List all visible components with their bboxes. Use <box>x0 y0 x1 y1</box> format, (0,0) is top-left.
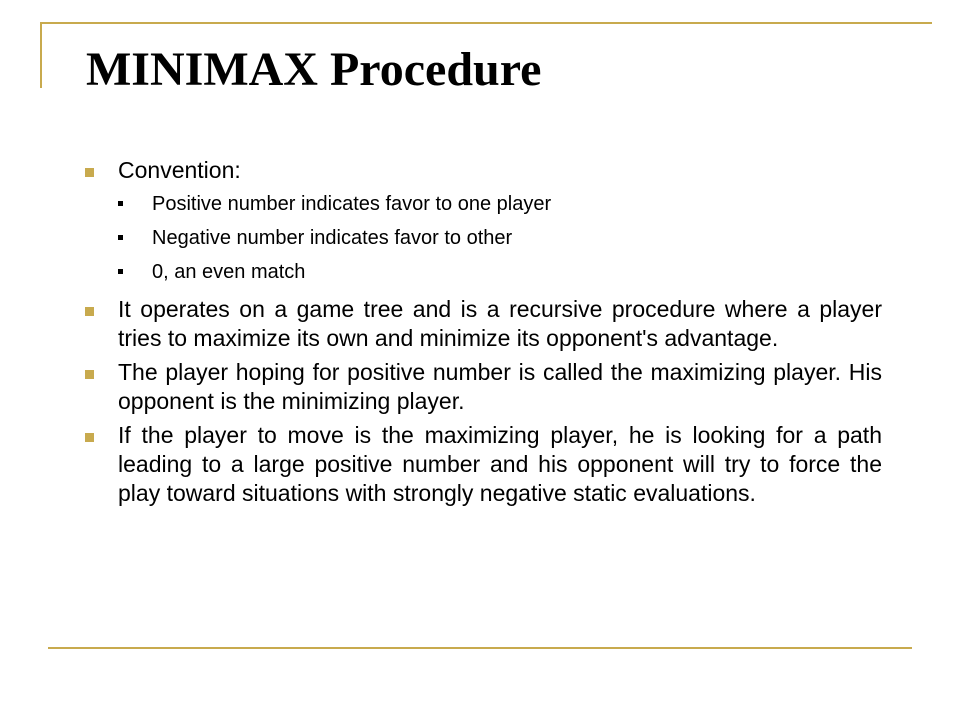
bullet-text: Convention: <box>118 157 241 183</box>
bottom-accent-rule <box>48 647 912 649</box>
subbullet-negative <box>84 221 882 255</box>
subbullet-zero <box>84 255 882 289</box>
square-bullet-icon <box>85 307 94 316</box>
bullet-game-tree <box>84 295 882 353</box>
square-bullet-icon <box>85 168 94 177</box>
square-bullet-icon <box>85 433 94 442</box>
bullet-text: If the player to move is the maximizing player, he is looking for a path leading to a large positive number and his opponent will try to force the play toward situations with strongly negative static evaluations. <box>118 422 882 506</box>
square-bullet-icon <box>118 201 123 206</box>
bullet-move-strategy <box>84 421 882 508</box>
bullet-text: The player hoping for positive number is called the maximizing player. His opponent is the minimizing player. <box>118 359 882 414</box>
subbullet-text: Negative number indicates favor to other <box>152 227 513 249</box>
convention-subbullets <box>84 187 882 289</box>
bullet-text: It operates on a game tree and is a recursive procedure where a player tries to maximize its own and minimize its opponent's advantage. <box>118 296 882 351</box>
bullet-maximizing-player <box>84 358 882 416</box>
subbullet-positive <box>84 187 882 221</box>
square-bullet-icon <box>118 235 123 240</box>
slide-body <box>84 156 882 513</box>
subbullet-text: Positive number indicates favor to one player <box>152 193 552 215</box>
bullet-convention <box>84 156 882 185</box>
subbullet-text: 0, an even match <box>152 261 306 283</box>
square-bullet-icon <box>85 370 94 379</box>
square-bullet-icon <box>118 269 123 274</box>
top-accent-rule <box>40 22 932 24</box>
left-accent-rule <box>40 22 42 88</box>
slide-title: MINIMAX Procedure <box>86 43 542 96</box>
